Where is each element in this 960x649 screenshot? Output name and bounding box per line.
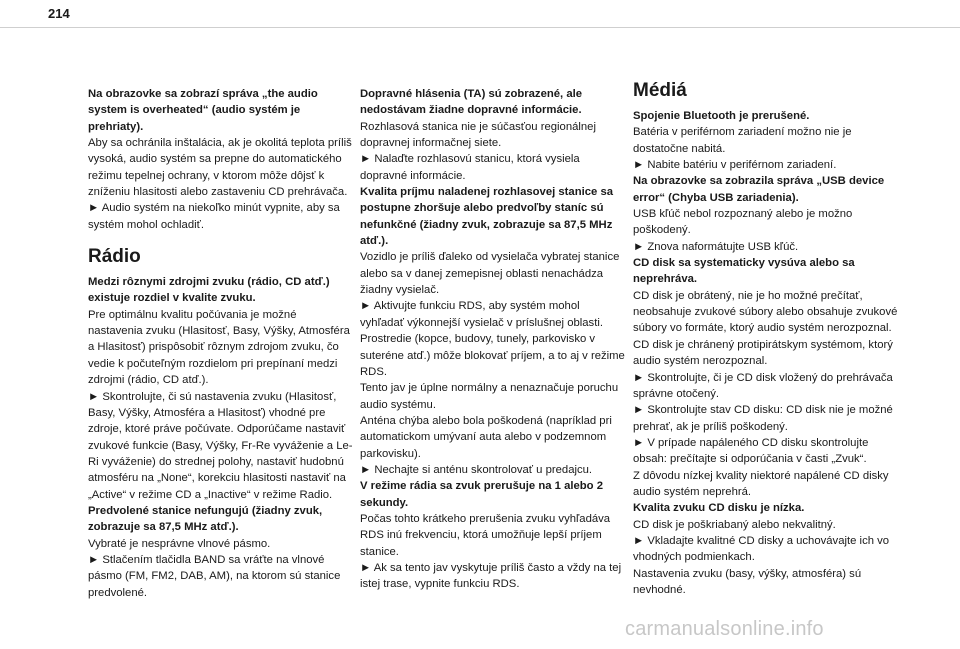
bold-question: Kvalita zvuku CD disku je nízka. (633, 502, 805, 515)
body-paragraph: Pre optimálnu kvalitu počúvania je možné nastavenia zvuku (Hlasitosť, Basy, Výšky, Atmosféra a Hlasitosť) prispôsobiť rôznym zdrojom zvuku, čo vedie k počuteľným rozdielom pri prepínaní medzi zdrojmi (rádio, CD atď.). (88, 308, 350, 387)
body-paragraph: ► Vkladajte kvalitné CD disky a uchovávajte ich vo vhodných podmienkach. (633, 534, 890, 564)
bold-question: Predvolené stanice nefungujú (žiadny zvuk, zobrazuje sa 87,5 MHz atď.). (88, 504, 323, 534)
body-paragraph: Počas tohto krátkeho prerušenia zvuku vyhľadáva RDS inú frekvenciu, ktorá umožňuje lepší príjem stanice. (360, 512, 611, 558)
header-divider (0, 27, 960, 28)
watermark: carmanualsonline.info (625, 618, 824, 640)
column-1 (88, 86, 353, 601)
body-paragraph: CD disk je poškriabaný alebo nekvalitný. (633, 518, 836, 531)
body-paragraph: Vybraté je nesprávne vlnové pásmo. (88, 537, 271, 550)
body-paragraph: ► Nalaďte rozhlasovú stanicu, ktorá vysiela dopravné informácie. (360, 153, 580, 182)
body-paragraph: ► Skontrolujte stav CD disku: CD disk nie je možné prehrať, ak je príliš poškodený. (633, 404, 893, 433)
body-paragraph: ► Znova naformátujte USB kľúč. (633, 240, 799, 253)
body-paragraph: Prostredie (kopce, budovy, tunely, parkovisko v suteréne atď.) môže blokovať príjem, a to aj v režime RDS. (360, 333, 625, 378)
column-2 (360, 86, 625, 593)
bold-question: Medzi rôznymi zdrojmi zvuku (rádio, CD atď.) existuje rozdiel v kvalite zvuku. (88, 276, 330, 305)
body-paragraph: ► Ak sa tento jav vyskytuje príliš často a vždy na tej istej trase, vypnite funkciu RDS. (360, 561, 622, 591)
body-paragraph: ► Nechajte si anténu skontrolovať u predajcu. (360, 463, 593, 476)
body-paragraph: Z dôvodu nízkej kvality niektoré napálené CD disky audio systém neprehrá. (633, 469, 889, 498)
bold-question: V režime rádia sa zvuk prerušuje na 1 alebo 2 sekundy. (360, 480, 603, 509)
bold-question: Spojenie Bluetooth je prerušené. (633, 110, 810, 122)
bold-question: Na obrazovke sa zobrazila správa „USB device error“ (Chyba USB zariadenia). (633, 175, 885, 204)
body-paragraph: ► V prípade napáleného CD disku skontrolujte obsah: prečítajte si odporúčania v časti „Zvuk“. (633, 436, 869, 466)
body-paragraph: CD disk je chránený protipirátskym systémom, ktorý audio systém nerozpoznal. (633, 338, 893, 368)
body-paragraph: ► Nabite batériu v periférnom zariadení. (633, 159, 837, 172)
body-paragraph: Rozhlasová stanica nie je súčasťou regionálnej dopravnej informačnej siete. (360, 120, 596, 150)
bold-question: Dopravné hlásenia (TA) sú zobrazené, ale nedostávam žiadne dopravné informácie. (360, 88, 583, 117)
bold-question: Na obrazovke sa zobrazí správa „the audio system is overheated“ (audio systém je prehriaty). (88, 88, 318, 133)
body-paragraph: Nastavenia zvuku (basy, výšky, atmosféra) sú nevhodné. (633, 567, 862, 596)
body-paragraph: ► Audio systém na niekoľko minút vypnite, aby sa systém mohol ochladiť. (88, 202, 340, 231)
body-paragraph: Aby sa ochránila inštalácia, ak je okolitá teplota príliš vysoká, audio systém sa prepne do automatického režimu tepelnej ochrany, v ktorom môže dôjsť k zníženiu hlasitosti alebo zastaveniu CD prehrávača. (88, 137, 352, 199)
column-3 (633, 80, 898, 598)
bold-question: Kvalita príjmu naladenej rozhlasovej stanice sa postupne zhoršuje alebo predvoľby staníc sú nefunkčné (žiadny zvuk, zobrazuje sa 87,5 MHz atď.). (360, 186, 614, 248)
body-paragraph: ► Skontrolujte, či sú nastavenia zvuku (Hlasitosť, Basy, Výšky, Atmosféra a Hlasitosť) vhodné pre zdroje, ktoré práve počúvate. Odporúčame nastaviť zvukové funkcie (Basy, Výšky, Fr-Re vyváženie a Le-Ri vyváženie) do strednej polohy, nastaviť hudobnú atmosféru na „None“, korekciu hlasitosti nastaviť na „Active“ v režime CD a „Inactive“ v režime Radio. (88, 390, 353, 501)
page-number: 214 (48, 6, 70, 21)
bold-question: CD disk sa systematicky vysúva alebo sa neprehráva. (633, 257, 855, 286)
body-paragraph: ► Stlačením tlačidla BAND sa vráťte na vlnové pásmo (FM, FM2, DAB, AM), na ktorom sú stanice predvolené. (88, 553, 341, 599)
body-paragraph: Anténa chýba alebo bola poškodená (napríklad pri automatickom umývaní auta alebo v podzemnom parkovisku). (360, 414, 612, 460)
body-paragraph: Tento jav je úplne normálny a nenaznačuje poruchu audio systému. (360, 382, 619, 411)
body-paragraph: ► Aktivujte funkciu RDS, aby systém mohol vyhľadať výkonnejší vysielač v príslušnej oblasti. (360, 300, 603, 329)
body-paragraph: USB kľúč nebol rozpoznaný alebo je možno poškodený. (633, 208, 853, 237)
body-paragraph: ► Skontrolujte, či je CD disk vložený do prehrávača správne otočený. (633, 371, 893, 400)
body-paragraph: CD disk je obrátený, nie je ho možné prečítať, neobsahuje zvukové súbory alebo obsahuje zvukové súbory vo formáte, ktorý audio systém nerozpoznal. (633, 289, 898, 335)
body-paragraph: Vozidlo je príliš ďaleko od vysielača vybratej stanice alebo sa v danej zemepisnej oblasti nenachádza žiadny vysielač. (360, 251, 620, 297)
body-paragraph: Batéria v periférnom zariadení možno nie je dostatočne nabitá. (633, 126, 852, 155)
section-heading: Rádio (88, 246, 141, 268)
section-heading: Médiá (633, 80, 687, 101)
